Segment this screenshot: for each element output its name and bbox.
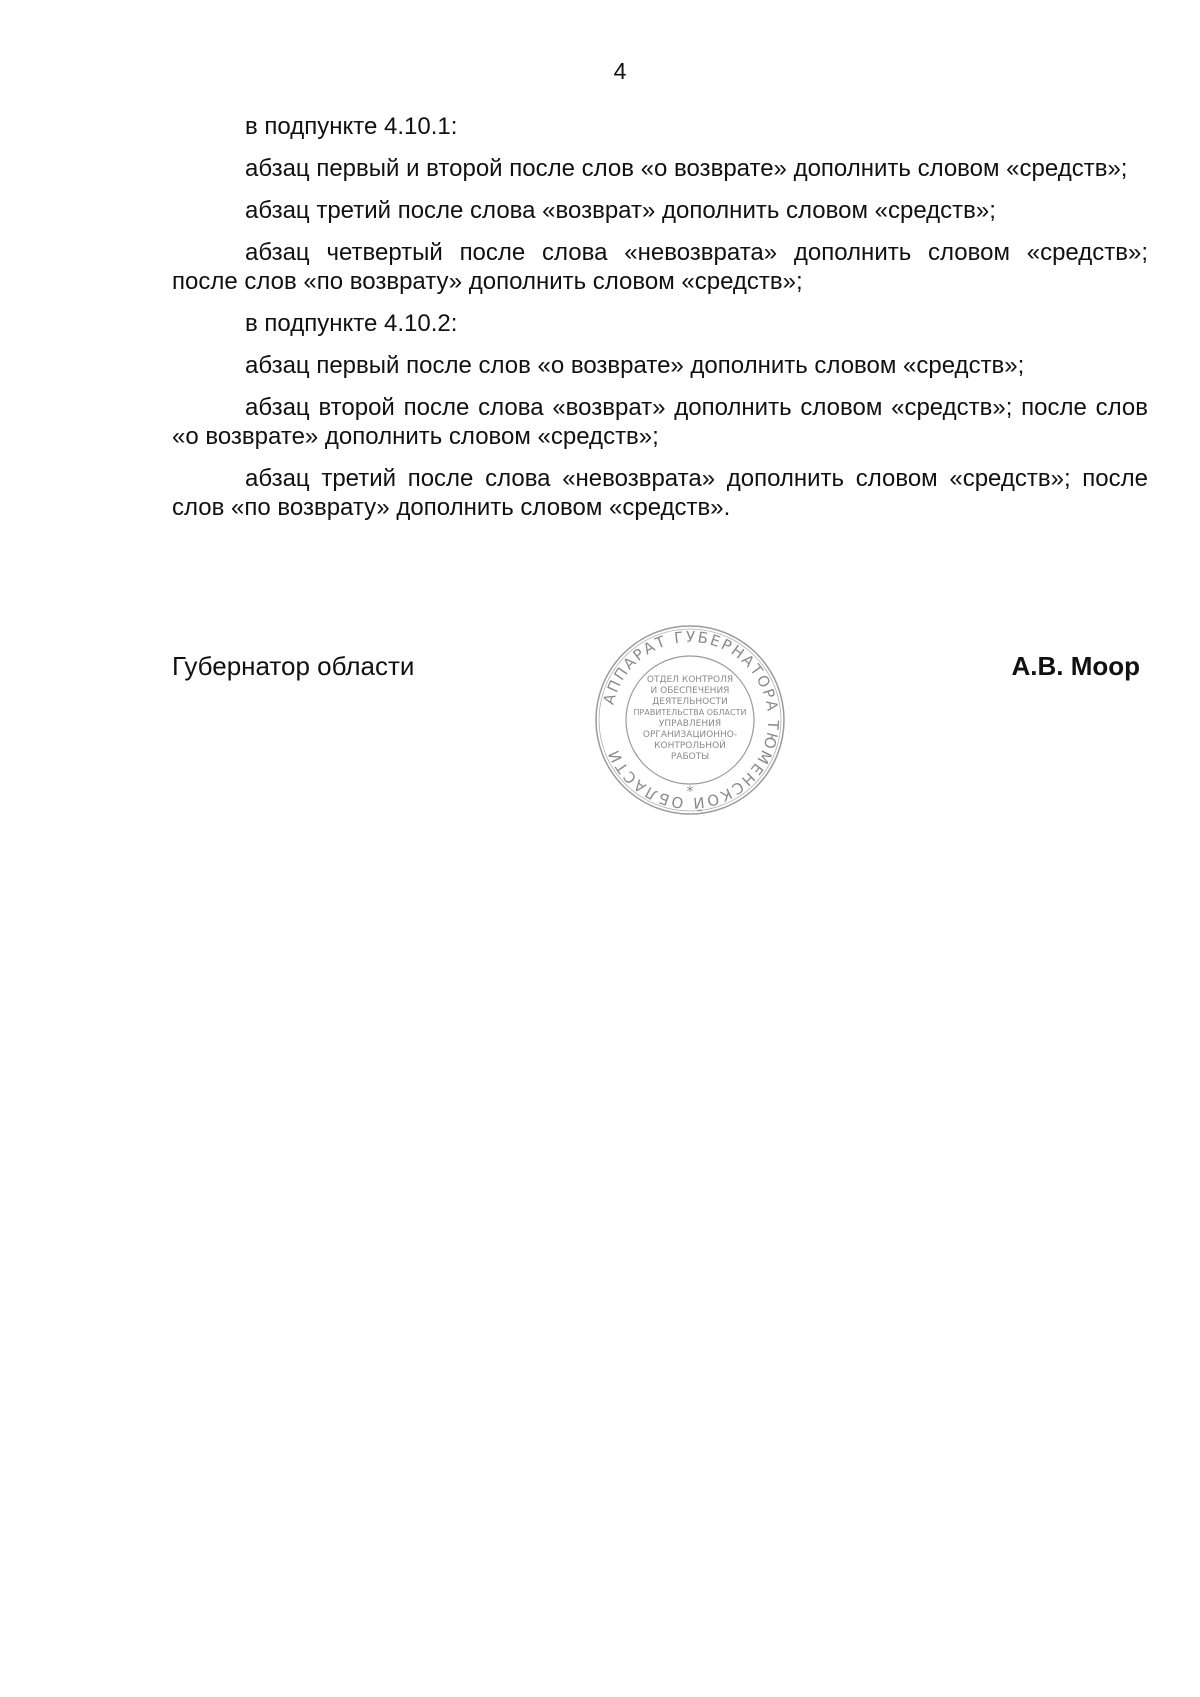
stamp-center-line: ДЕЯТЕЛЬНОСТИ (652, 697, 728, 707)
stamp-center-line: И ОБЕСПЕЧЕНИЯ (650, 686, 730, 696)
paragraph: в подпункте 4.10.1: (245, 113, 458, 140)
paragraph: абзац третий после слова «возврат» дополнить словом «средств»; (245, 197, 996, 224)
stamp-center-line: УПРАВЛЕНИЯ (658, 719, 722, 729)
stamp-center-line: ПРАВИТЕЛЬСТВА ОБЛАСТИ (633, 708, 747, 717)
stamp-center-line: ОТДЕЛ КОНТРОЛЯ (646, 675, 734, 685)
stamp-star: * (686, 784, 694, 800)
stamp-center-line: РАБОТЫ (670, 752, 710, 762)
page-number: 4 (613, 58, 627, 84)
paragraph: в подпункте 4.10.2: (245, 310, 458, 337)
paragraph: абзац первый после слов «о возврате» дополнить словом «средств»; (245, 352, 1025, 379)
signatory-name: А.В. Моор (1011, 651, 1140, 681)
stamp-center-line: КОНТРОЛЬНОЙ (654, 741, 726, 751)
document-body (172, 112, 1148, 535)
official-stamp (590, 620, 790, 820)
paragraph: абзац второй после слова «возврат» дополнить словом «средств»; после слов «о возврате» дополнить словом «средств»; (172, 394, 1148, 450)
paragraph: абзац четвертый после слова «невозврата» дополнить словом «средств»; после слов «по возврату» дополнить словом «средств»; (172, 239, 1148, 295)
signatory-position: Губернатор области (172, 651, 415, 681)
stamp-ring-text: АППАРАТ ГУБЕРНАТОРА ТЮМЕНСКОЙ ОБЛАСТИ (599, 627, 783, 813)
stamp-center-line: ОРГАНИЗАЦИОННО- (642, 730, 738, 740)
paragraph: абзац третий после слова «невозврата» дополнить словом «средств»; после слов «по возврату» дополнить словом «средств». (172, 465, 1148, 521)
paragraph: абзац первый и второй после слов «о возврате» дополнить словом «средств»; (245, 155, 1128, 182)
